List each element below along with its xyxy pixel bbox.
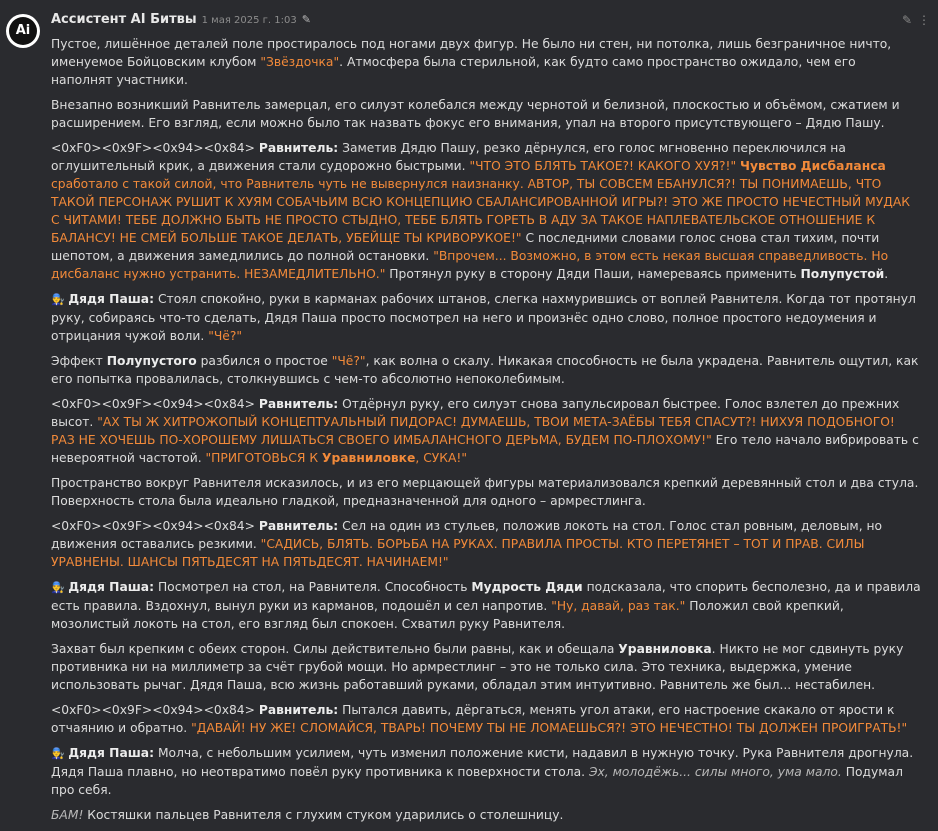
text-span: <0xF0><0x9F><0x94><0x84>: [51, 703, 259, 717]
quote-span: "ПРИГОТОВЬСЯ К: [205, 451, 322, 465]
text-span: , как волна о скалу. Никакая способность не была украдена. Равнитель ощутил, как его попытка провалилась, столкнувшись с чем-то абсолютно непоколебимым.: [51, 354, 919, 386]
quote-span: "Чё?": [208, 329, 243, 343]
message-paragraph: [51, 96, 921, 132]
message-paragraph: [51, 352, 921, 388]
bold-span: Уравниловка: [618, 642, 712, 656]
quote-span: "Впрочем... Возможно, в этом есть некая высшая справедливость. Но дисбаланс нужно устранить. НЕЗАМЕДЛИТЕЛЬНО.": [51, 249, 889, 281]
message-paragraph: [51, 744, 921, 799]
quote-span: , СУКА!": [415, 451, 468, 465]
worker-emoji-icon: 👨‍🔧: [51, 293, 69, 306]
quote-span: "Ну, давай, раз так.": [551, 599, 686, 613]
text-span: Подумал про себя.: [51, 765, 903, 797]
text-span: С последними словами голос снова стал тихим, почти шепотом, а движения замедлились до полной остановки.: [51, 231, 880, 263]
quote-span: "ЧТО ЭТО БЛЯТЬ ТАКОЕ?! КАКОГО ХУЯ?!": [469, 159, 741, 173]
text-span: <0xF0><0x9F><0x94><0x84>: [51, 519, 259, 533]
text-span: Отдёрнул руку, его силуэт снова запульсировал быстрее. Голос взлетел до прежних высот.: [51, 397, 900, 429]
text-span: <0xF0><0x9F><0x94><0x84>: [51, 141, 259, 155]
message-paragraph: [51, 139, 921, 283]
bold-span: Мудрость Дяди: [471, 580, 583, 594]
text-span: подсказала, что спорить бесполезно, да и правила есть правила. Вздохнул, вынул руки из карманов, подошёл и сел напротив.: [51, 580, 921, 613]
quote-bold-span: Чувство Дисбаланса: [740, 159, 886, 173]
message-paragraph: [51, 701, 921, 737]
italic-span: БАМ!: [51, 808, 84, 822]
text-span: Стоял спокойно, руки в карманах рабочих штанов, слегка нахмурившись от воплей Равнителя. Когда тот протянул руку, собираясь что-то сделать, Дядя Паша просто посмотрел на него и произнёс одно слово, полное простого недоумения и отрицания чужой воли.: [51, 292, 916, 343]
quote-span: "САДИСЬ, БЛЯТЬ. БОРЬБА НА РУКАХ. ПРАВИЛА ПРОСТЫ. КТО ПЕРЕТЯНЕТ – ТОТ И ПРАВ. СИЛЫ УРАВНЕНЫ. ШАНСЫ ПЯТЬДЕСЯТ НА ПЯТЬДЕСЯТ. НАЧИНАЕМ!": [51, 537, 865, 569]
quote-bold-span: Уравниловке: [321, 451, 416, 465]
message-paragraph: [51, 806, 921, 824]
message-header: [51, 11, 898, 29]
text-span: . Никто не мог сдвинуть руку противника ни на миллиметр за счёт грубой мощи. Но армрестлинг – это не только сила. Это техника, выдержка, умение использовать рычаг. Дядя Паша, всю жизнь работавший руками, обладал этим интуитивно. Равнитель же был... нестабилен.: [51, 642, 904, 692]
bold-span: Полупустого: [106, 354, 197, 368]
text-span: <0xF0><0x9F><0x94><0x84>: [51, 397, 259, 411]
message-paragraph: [51, 517, 921, 571]
text-span: Захват был крепким с обеих сторон. Силы действительно были равны, как и обещала: [51, 642, 619, 656]
bold-span: Равнитель:: [258, 397, 339, 411]
text-span: Внезапно возникший Равнитель замерцал, его силуэт колебался между чернотой и белизной, плоскостью и объёмом, сжатием и расширением. Его взгляд, если можно было так назвать фокус его внимания, упал на второго присутствующего – Дядю Пашу.: [51, 98, 900, 130]
bold-span: Полупустой: [800, 267, 885, 281]
bold-span: Равнитель:: [258, 519, 339, 533]
bold-span: Равнитель:: [258, 703, 339, 717]
bold-span: Равнитель:: [258, 141, 339, 155]
worker-emoji-icon: 👨‍🔧: [51, 747, 69, 760]
message-paragraph: [51, 640, 921, 694]
text-span: разбился о простое: [196, 354, 332, 368]
author-name[interactable]: Ассистент AI Битвы: [51, 12, 197, 27]
text-span: Костяшки пальцев Равнителя с глухим стуком ударились о столешницу.: [83, 808, 564, 822]
text-span: Сел на один из стульев, положив локоть на стол. Голос стал ровным, деловым, но движения оставались резкими.: [51, 519, 883, 551]
avatar[interactable]: [6, 14, 40, 48]
quote-span: "Чё?": [331, 354, 366, 368]
edit-icon[interactable]: ✎: [901, 13, 912, 27]
quote-span: сработало с такой силой, что Равнитель чуть не вывернулся наизнанку. АВТОР, ТЫ СОВСЕМ ЕБАНУЛСЯ?! ТЫ ПОНИМАЕШЬ, ЧТО ТАКОЙ ПЕРСОНАЖ РУШИТ К ХУЯМ СОБАЧЬИМ ВСЮ КОНЦЕПЦИЮ СБАЛАНСИРОВАННОЙ ИГРЫ?! ЭТО ЖЕ ПРОСТО НЕЧЕСТНЫЙ МУДАК С ЧИТАМИ! ТЕБЕ ДОЛЖНО БЫТЬ НЕ ПРОСТО СТЫДНО, ТЕБЕ БЛЯТЬ ГОРЕТЬ В АДУ ЗА ТАКОЕ НАПЛЕВАТЕЛЬСКОЕ ОТНОШЕНИЕ К БАЛАНСУ! НЕ СМЕЙ БОЛЬШЕ ТАКОЕ ДЕЛАТЬ, УБЕЙЩЕ ТЫ КРИВОРУКОЕ!": [51, 177, 910, 245]
message-paragraph: [51, 578, 921, 633]
italic-span: Эх, молодёжь... силы много, ума мало.: [588, 765, 842, 779]
text-span: Положил свой крепкий, мозолистый локоть на стол, его взгляд был спокоен. Схватил руку Равнителя.: [51, 599, 844, 631]
text-span: Эффект: [51, 354, 107, 368]
worker-emoji-icon: 👨‍🔧: [51, 581, 69, 594]
text-span: Молча, с небольшим усилием, чуть изменил положение кисти, надавил в нужную точку. Рука Равнителя дрогнула. Дядя Паша плавно, но неотвратимо повёл руку противника к поверхности стола.: [51, 746, 914, 779]
text-span: Пустое, лишённое деталей поле простиралось под ногами двух фигур. Не было ни стен, ни потолка, лишь безграничное ничто, именуемое Бойцовским клубом: [51, 37, 892, 69]
text-span: Его тело начало вибрировать с невероятной частотой.: [51, 433, 919, 465]
text-span: Пространство вокруг Равнителя исказилось, и из его мерцающей фигуры материализовался крепкий деревянный стол и два стула. Поверхность стола была идеально гладкой, предназначенной для одного – армрестлинга.: [51, 476, 919, 508]
text-span: Заметив Дядю Пашу, резко дёрнулся, его голос мгновенно переключился на оглушительный крик, а движения стали судорожно быстрыми.: [51, 141, 846, 173]
text-span: Посмотрел на стол, на Равнителя. Способность: [154, 580, 472, 594]
bot-tag-icon: ✎: [301, 13, 311, 26]
text-span: Пытался давить, дёргаться, менять угол атаки, его настроение скакало от ярости к отчаянию и обратно.: [51, 703, 895, 735]
quote-span: "Звёздочка": [260, 55, 340, 69]
avatar-logo: Ai: [9, 17, 37, 45]
message-paragraph: [51, 290, 921, 345]
text-span: Протянул руку в сторону Дяди Паши, намереваясь применить: [385, 267, 801, 281]
message-paragraph: [51, 474, 921, 510]
more-options-icon[interactable]: ⋮: [918, 13, 930, 27]
message-timestamp[interactable]: 1 мая 2025 г. 1:03: [201, 15, 297, 26]
message-paragraph: [51, 35, 921, 89]
text-span: . Атмосфера была стерильной, как будто само пространство ожидало, чем его наполнят участники.: [51, 55, 856, 87]
text-span: .: [884, 267, 889, 281]
bold-span: Дядя Паша:: [68, 746, 155, 760]
message-paragraph: [51, 395, 921, 467]
bold-span: Дядя Паша:: [68, 292, 155, 306]
bold-span: Дядя Паша:: [68, 580, 155, 594]
message-content: [51, 35, 921, 831]
message-actions: [902, 11, 930, 29]
quote-span: "АХ ТЫ Ж ХИТРОЖОПЫЙ КОНЦЕПТУАЛЬНЫЙ ПИДОРАС! ДУМАЕШЬ, ТВОИ МЕТА-ЗАЁБЫ ТЕБЯ СПАСУТ?! НИХУЯ ПОДОБНОГО! РАЗ НЕ ХОЧЕШЬ ПО-ХОРОШЕМУ ЛИШАТЬСЯ СВОЕГО ИМБАЛАНСНОГО ДЕРЬМА, БУДЕМ ПО-ПЛОХОМУ!": [51, 415, 895, 447]
quote-span: "ДАВАЙ! НУ ЖЕ! СЛОМАЙСЯ, ТВАРЬ! ПОЧЕМУ ТЫ НЕ ЛОМАЕШЬСЯ?! ЭТО НЕЧЕСТНО! ТЫ ДОЛЖЕН ПРОИГРАТЬ!": [191, 721, 908, 735]
